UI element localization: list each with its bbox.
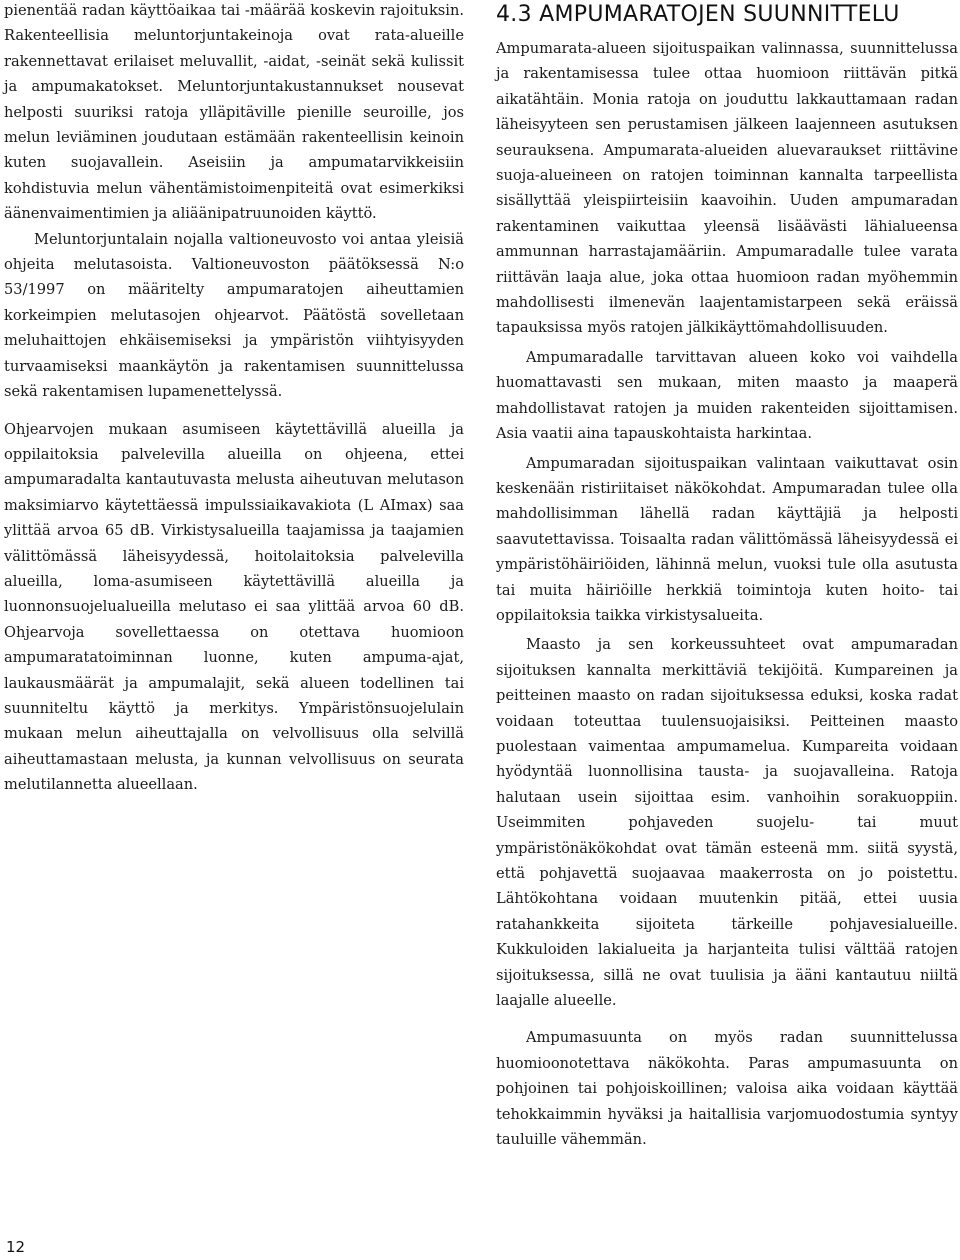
body-paragraph: Ampumasuunta on myös radan suunnittelussa huomioonotettava näkökohta. Paras ampumasuunta on pohjoinen tai pohjoiskoillinen; valoisa aika voidaan käyttää tehokkaimmin hyväksi ja haitallisia varjomuodostumia syntyy tauluille vähemmän. xyxy=(496,1029,958,1149)
body-paragraph: Ampumarata-alueen sijoituspaikan valinnassa, suunnittelussa ja rakentamisessa tulee ottaa huomioon riittävän pitkä aikatähtäin. Monia ratoja on jouduttu lakkauttamaan radan läheisyyteen sen perustamisen jälkeen laajenneen asutuksen seurauksena. Ampumarata-alueiden aluevaraukset riittävine suoja-alueineen on ratojen toiminnan kannalta tarpeellista sisällyttää yleispiirteisiin kaavoihin. Uuden ampumaradan rakentaminen vaikuttaa yleensä lisäävästi lähialueensa ammunnan harrastajamääriin. Ampumaradalle tulee varata riittävän laaja alue, joka ottaa huomioon radan myöhemmin mahdollisesti ilmenevän laajentamistarpeen sekä eräissä tapauksissa myös ratojen jälkikäyttömahdollisuuden. xyxy=(496,40,958,337)
body-paragraph: Ampumaradalle tarvittavan alueen koko voi vaihdella huomattavasti sen mukaan, miten maasto ja maaperä mahdollistavat ratojen ja muiden rakenteiden sijoittamisen. Asia vaatii aina tapauskohtaista harkintaa. xyxy=(496,348,958,443)
body-paragraph: Maasto ja sen korkeussuhteet ovat ampumaradan sijoituksen kannalta merkittäviä tekijöitä. Kumpareinen ja peitteinen maasto on radan sijoituksessa eduksi, koska radat voidaan toteuttaa tuulensuojaisiksi. Peitteinen maasto puolestaan vaimentaa ampumamelua. Kumpareita voidaan hyödyntää luonnollisina tausta- ja suojavalleina. Ratoja halutaan usein sijoittaa esim. vanhoihin sorakuoppiin. Useimmiten pohjaveden suojelu- tai muut ympäristönäkökohdat ovat tämän esteenä mm. siitä syystä, että pohjavettä suojaavaa maakerrosta on jo poistettu. Lähtökohtana voidaan muutenkin pitää, ettei uusia ratahankkeita sijoiteta tärkeille pohjavesialueille. Kukkuloiden lakialueita ja harjanteita tulisi välttää ratojen sijoituksessa, sillä ne ovat tuulisia ja ääni kantautuu niiltä laajalle alueelle. xyxy=(496,636,958,1010)
page-number: 12 xyxy=(6,1238,26,1256)
body-paragraph: pienentää radan käyttöaikaa tai -määrää koskevin rajoituksin. Rakenteellisia meluntorjuntakeinoja ovat rata-alueille rakennettavat erilaiset meluvallit, -aidat, -seinät sekä kulissit ja ampumakatokset. Meluntorjuntakustannukset nousevat helposti suuriksi ratoja ylläpitäville pienille seuroille, jos melun leviäminen joudutaan estämään rakenteellisin keinoin kuten suojavallein. Aseisiin ja ampumatarvikkeisiin kohdistuvia melun vähentämistoimenpiteitä ovat esimerkiksi äänenvaimentimien ja aliäänipatruunoiden käyttö. xyxy=(4,2,464,223)
body-paragraph: Ampumaradan sijoituspaikan valintaan vaikuttavat osin keskenään ristiriitaiset näkökohdat. Ampumaradan tulee olla mahdollisimman lähellä radan käyttäjiä ja helposti saavutettavissa. Toisaalta radan välittömässä läheisyydessä ei ympäristöhäiriöiden, lähinnä melun, vuoksi tule olla asutusta tai muita häiriöille herkkiä toimintoja kuten hoito- tai oppilaitoksia taikka virkistysalueita. xyxy=(496,454,958,624)
right-column xyxy=(496,2,958,1152)
section-heading: 4.3 AMPUMARATOJEN SUUNNITTELU xyxy=(496,2,900,27)
body-paragraph: Ohjearvojen mukaan asumiseen käytettävillä alueilla ja oppilaitoksia palvelevilla alueilla on ohjeena, ettei ampumaradalta kantautuvasta melusta aiheutuvan melutason maksimiarvo käytettäessä impulssiaikavakiota (L AImax) saa ylittää arvoa 65 dB. Virkistysalueilla taajamissa ja taajamien välittömässä läheisyydessä, hoitolaitoksia palvelevilla alueilla, loma-asumiseen käytettävillä alueilla ja luonnonsuojelualueilla melutaso ei saa ylittää arvoa 60 dB. Ohjearvoja sovellettaessa on otettava huomioon ampumaratatoiminnan luonne, kuten ampuma-ajat, laukausmäärät ja ampumalajit, sekä alueen todellinen tai suunniteltu käyttö ja merkitys. Ympäristönsuojelulain mukaan melun aiheuttajalla on velvollisuus olla selvillä aiheuttamastaan melusta, ja kunnan velvollisuus on seurata melutilannetta alueellaan. xyxy=(4,420,464,794)
left-column xyxy=(4,0,464,798)
body-paragraph: Meluntorjuntalain nojalla valtioneuvosto voi antaa yleisiä ohjeita melutasoista. Valtioneuvoston päätöksessä N:o 53/1997 on määritelty ampumaratojen aiheuttamien korkeimpien melutasojen ohjearvot. Päätöstä sovelletaan meluhaittojen ehkäisemiseksi ja ympäristön viihtyisyyden turvaamiseksi maankäytön ja rakentamisen suunnittelussa sekä rakentamisen lupamenettelyssä. xyxy=(4,230,464,401)
